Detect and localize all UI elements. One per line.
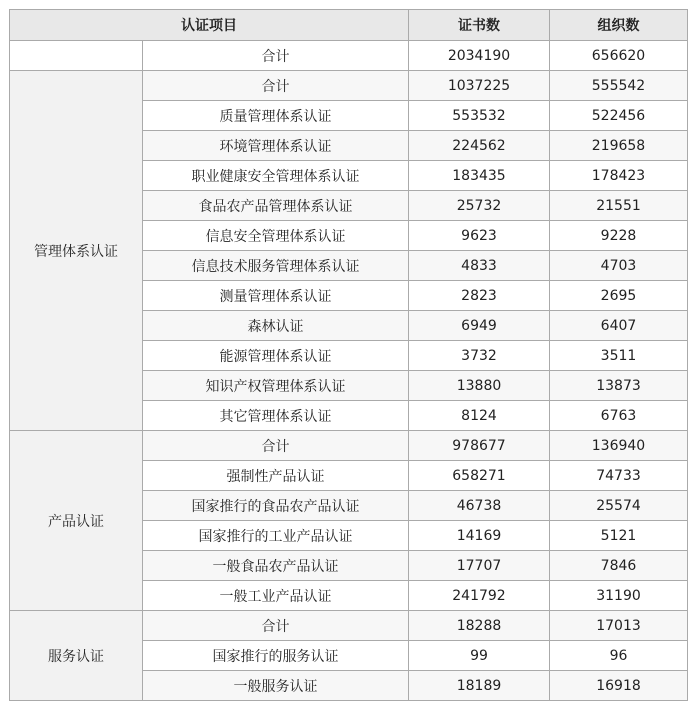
organizations-cell: 4703 xyxy=(550,251,688,281)
table-row xyxy=(10,611,688,641)
row-label: 国家推行的工业产品认证 xyxy=(143,521,409,551)
organizations-cell: 656620 xyxy=(550,41,688,71)
organizations-cell: 555542 xyxy=(550,71,688,101)
organizations-cell: 7846 xyxy=(550,551,688,581)
row-label: 合计 xyxy=(143,41,409,71)
organizations-cell: 96 xyxy=(550,641,688,671)
header-row xyxy=(10,10,688,41)
organizations-cell: 2695 xyxy=(550,281,688,311)
organizations-cell: 3511 xyxy=(550,341,688,371)
certificates-cell: 18288 xyxy=(409,611,550,641)
grand-total-row xyxy=(10,41,688,71)
row-label: 职业健康安全管理体系认证 xyxy=(143,161,409,191)
organizations-cell: 219658 xyxy=(550,131,688,161)
blank-cell xyxy=(10,41,143,71)
organizations-cell: 17013 xyxy=(550,611,688,641)
row-label: 其它管理体系认证 xyxy=(143,401,409,431)
organizations-cell: 6407 xyxy=(550,311,688,341)
certificates-cell: 2034190 xyxy=(409,41,550,71)
row-label: 测量管理体系认证 xyxy=(143,281,409,311)
row-label: 一般工业产品认证 xyxy=(143,581,409,611)
certificates-cell: 553532 xyxy=(409,101,550,131)
row-label: 环境管理体系认证 xyxy=(143,131,409,161)
row-label: 能源管理体系认证 xyxy=(143,341,409,371)
certificates-cell: 1037225 xyxy=(409,71,550,101)
table-row xyxy=(10,71,688,101)
table-body xyxy=(10,41,688,701)
certificates-cell: 18189 xyxy=(409,671,550,701)
certificates-cell: 183435 xyxy=(409,161,550,191)
row-label: 合计 xyxy=(143,611,409,641)
group-label: 产品认证 xyxy=(10,431,143,611)
certificates-cell: 9623 xyxy=(409,221,550,251)
certificates-cell: 17707 xyxy=(409,551,550,581)
certificates-cell: 25732 xyxy=(409,191,550,221)
header-certificates: 证书数 xyxy=(409,10,550,41)
organizations-cell: 178423 xyxy=(550,161,688,191)
row-label: 国家推行的食品农产品认证 xyxy=(143,491,409,521)
header-organizations: 组织数 xyxy=(550,10,688,41)
row-label: 合计 xyxy=(143,71,409,101)
organizations-cell: 31190 xyxy=(550,581,688,611)
row-label: 信息技术服务管理体系认证 xyxy=(143,251,409,281)
organizations-cell: 6763 xyxy=(550,401,688,431)
table-row xyxy=(10,431,688,461)
group-label: 服务认证 xyxy=(10,611,143,701)
row-label: 合计 xyxy=(143,431,409,461)
certificates-cell: 241792 xyxy=(409,581,550,611)
certificates-cell: 224562 xyxy=(409,131,550,161)
certificates-cell: 978677 xyxy=(409,431,550,461)
group-label: 管理体系认证 xyxy=(10,71,143,431)
organizations-cell: 21551 xyxy=(550,191,688,221)
certificates-cell: 8124 xyxy=(409,401,550,431)
row-label: 信息安全管理体系认证 xyxy=(143,221,409,251)
certificates-cell: 4833 xyxy=(409,251,550,281)
organizations-cell: 5121 xyxy=(550,521,688,551)
certificates-cell: 46738 xyxy=(409,491,550,521)
row-label: 强制性产品认证 xyxy=(143,461,409,491)
certificates-cell: 13880 xyxy=(409,371,550,401)
row-label: 一般食品农产品认证 xyxy=(143,551,409,581)
row-label: 食品农产品管理体系认证 xyxy=(143,191,409,221)
organizations-cell: 25574 xyxy=(550,491,688,521)
organizations-cell: 522456 xyxy=(550,101,688,131)
certification-statistics-table xyxy=(9,9,688,701)
header-item: 认证项目 xyxy=(10,10,409,41)
row-label: 森林认证 xyxy=(143,311,409,341)
certificates-cell: 99 xyxy=(409,641,550,671)
row-label: 质量管理体系认证 xyxy=(143,101,409,131)
organizations-cell: 74733 xyxy=(550,461,688,491)
row-label: 国家推行的服务认证 xyxy=(143,641,409,671)
organizations-cell: 16918 xyxy=(550,671,688,701)
organizations-cell: 136940 xyxy=(550,431,688,461)
certificates-cell: 658271 xyxy=(409,461,550,491)
organizations-cell: 9228 xyxy=(550,221,688,251)
row-label: 一般服务认证 xyxy=(143,671,409,701)
certificates-cell: 3732 xyxy=(409,341,550,371)
certificates-cell: 2823 xyxy=(409,281,550,311)
certificates-cell: 14169 xyxy=(409,521,550,551)
certificates-cell: 6949 xyxy=(409,311,550,341)
row-label: 知识产权管理体系认证 xyxy=(143,371,409,401)
organizations-cell: 13873 xyxy=(550,371,688,401)
